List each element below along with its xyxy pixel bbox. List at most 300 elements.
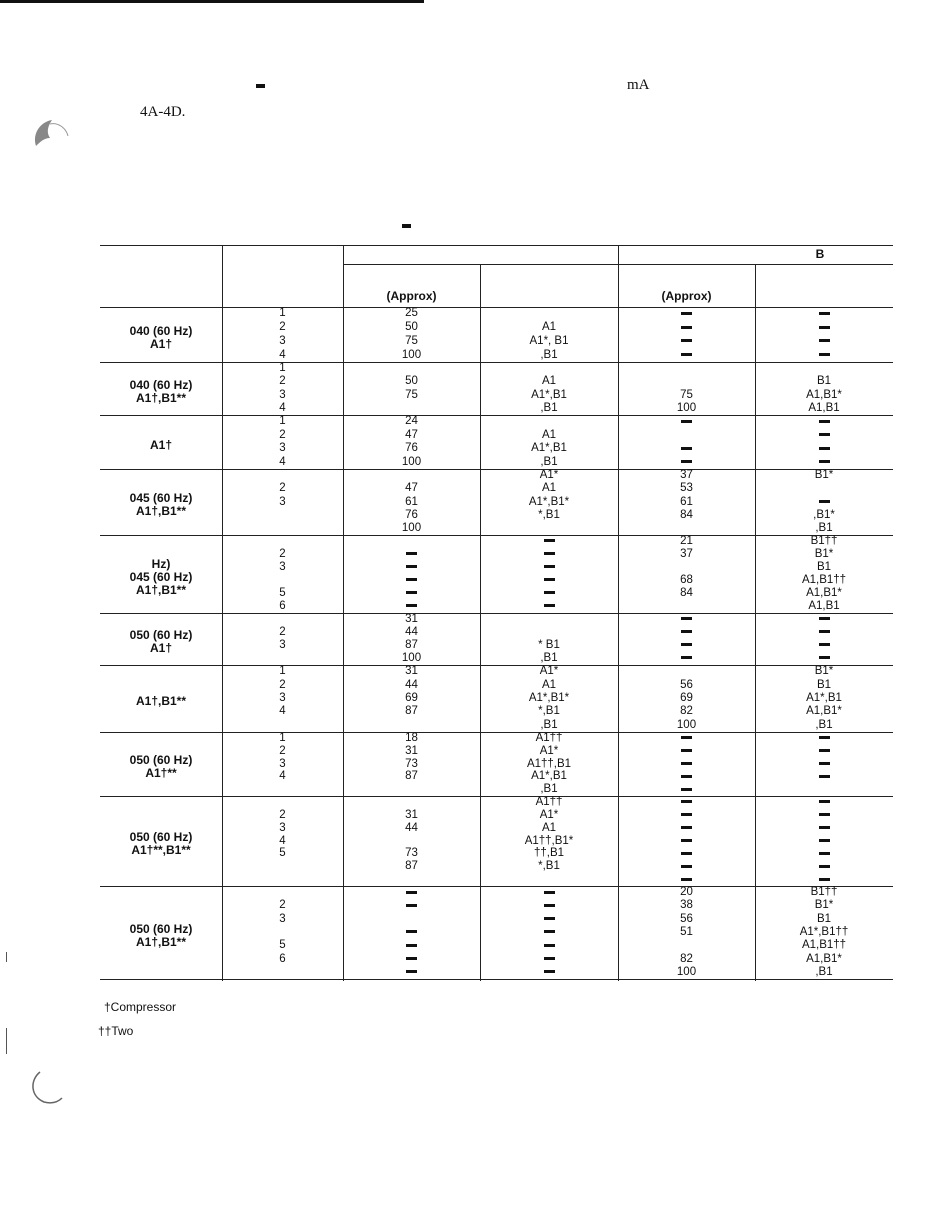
dash-mark bbox=[819, 353, 830, 356]
table-cell-capA bbox=[343, 953, 480, 965]
unit-label: A1†,B1** bbox=[135, 582, 187, 597]
table-cell-capB bbox=[618, 796, 755, 808]
dash-mark bbox=[819, 775, 830, 778]
table-cell-capA: 87 bbox=[405, 770, 418, 783]
dash-mark bbox=[819, 749, 830, 752]
table-cell-compA bbox=[480, 913, 618, 925]
table-cell-compB bbox=[755, 626, 893, 638]
table-cell-steps: 3 bbox=[279, 388, 286, 401]
table-cell-capA: 31 bbox=[405, 665, 418, 678]
table-cell-compA: A1*,B1 bbox=[531, 442, 567, 455]
table-cell-steps: 1 bbox=[279, 307, 286, 320]
unit-label: 040 (60 Hz) bbox=[129, 323, 193, 338]
table-cell-compB: B1* bbox=[814, 899, 834, 912]
dash-mark bbox=[681, 800, 692, 803]
table-cell-compA: A1††,B1* bbox=[524, 834, 574, 847]
dash-mark bbox=[406, 904, 417, 907]
table-cell-capB: 61 bbox=[680, 495, 693, 508]
dash-mark bbox=[681, 878, 692, 881]
table-cell-steps: 2 bbox=[279, 428, 286, 441]
table-cell-capA: 87 bbox=[405, 705, 418, 718]
table-cell-capA bbox=[343, 966, 480, 978]
table-cell-compB bbox=[755, 496, 893, 508]
table-cell-compB: B1* bbox=[814, 548, 834, 560]
table-cell-compB: B1* bbox=[814, 665, 834, 678]
dash-mark bbox=[681, 339, 692, 342]
unit-label: A1†**,B1** bbox=[131, 843, 191, 857]
table-cell-compA: A1* bbox=[539, 665, 559, 678]
table-cell-capA: 44 bbox=[405, 821, 418, 834]
table-cell-steps: 3 bbox=[279, 692, 286, 704]
table-cell-compA: ,B1 bbox=[540, 718, 558, 731]
column-divider bbox=[480, 264, 481, 981]
table-cell-capB: 82 bbox=[680, 952, 693, 965]
dash-mark bbox=[406, 970, 417, 973]
table-cell-compB: A1,B1 bbox=[808, 600, 840, 612]
table-cell-capB bbox=[618, 847, 755, 859]
dash-mark bbox=[544, 944, 555, 947]
table-cell-compA: A1*,B1 bbox=[531, 770, 567, 783]
table-cell-compB: A1,B1* bbox=[806, 388, 842, 401]
table-cell-compA: A1* bbox=[539, 469, 559, 482]
table-cell-steps: 6 bbox=[279, 600, 286, 612]
table-cell-compA: *,B1 bbox=[538, 705, 560, 718]
scan-smudge-icon bbox=[28, 116, 74, 154]
unit-text-ma: mA bbox=[627, 77, 650, 93]
dash-mark bbox=[819, 813, 830, 816]
dash-mark bbox=[819, 865, 830, 868]
table-cell-steps: 2 bbox=[279, 321, 286, 334]
dash-mark bbox=[681, 813, 692, 816]
table-cell-capB: 68 bbox=[680, 574, 693, 586]
table-cell-capA bbox=[343, 939, 480, 951]
dash-mark bbox=[544, 891, 555, 894]
table-cell-compB bbox=[755, 822, 893, 834]
table-cell-steps: 4 bbox=[279, 401, 286, 414]
unit-label: 040 (60 Hz) bbox=[129, 377, 193, 392]
table-cell-compA bbox=[480, 926, 618, 938]
table-cell-compA: A1†† bbox=[535, 795, 563, 808]
dash-mark bbox=[406, 578, 417, 581]
table-cell-compB bbox=[755, 415, 893, 427]
table-cell-capB: 100 bbox=[676, 718, 697, 731]
table-cell-steps: 5 bbox=[279, 847, 286, 860]
dash-mark bbox=[681, 762, 692, 765]
table-cell-compA: A1*,B1* bbox=[528, 692, 570, 704]
unit-label: 050 (60 Hz) bbox=[129, 830, 193, 844]
table-cell-capA bbox=[343, 587, 480, 599]
table-cell-compB bbox=[755, 732, 893, 744]
capacity-steps-table bbox=[100, 245, 893, 981]
dash-mark bbox=[681, 326, 692, 329]
dash-mark bbox=[681, 460, 692, 463]
table-cell-compA: A1 bbox=[541, 482, 557, 495]
dash-mark bbox=[402, 224, 411, 228]
table-cell-compB: ,B1 bbox=[815, 965, 833, 978]
table-cell-capA: 50 bbox=[405, 375, 418, 388]
table-cell-capA: 87 bbox=[405, 639, 418, 651]
table-cell-capB bbox=[618, 822, 755, 834]
table-cell-compA bbox=[480, 886, 618, 898]
table-cell-compA: * B1 bbox=[538, 639, 560, 651]
table-cell-steps: 3 bbox=[279, 334, 286, 347]
dash-mark bbox=[819, 447, 830, 450]
table-cell-steps: 2 bbox=[279, 482, 286, 495]
table-cell-capB: 51 bbox=[680, 926, 693, 938]
table-cell-compB bbox=[755, 429, 893, 441]
dash-mark bbox=[406, 565, 417, 568]
table-cell-capB bbox=[618, 456, 755, 468]
table-cell-capB: 56 bbox=[680, 678, 693, 691]
dash-mark bbox=[681, 852, 692, 855]
table-cell-capA: 50 bbox=[405, 321, 418, 334]
group-rule bbox=[100, 979, 893, 980]
table-cell-capB bbox=[618, 835, 755, 847]
dash-mark bbox=[544, 917, 555, 920]
dash-mark bbox=[406, 591, 417, 594]
table-cell-capB: 37 bbox=[680, 469, 693, 482]
table-cell-steps: 5 bbox=[279, 939, 286, 952]
table-cell-capB: 21 bbox=[680, 535, 693, 547]
table-cell-compA bbox=[480, 939, 618, 951]
dash-mark bbox=[406, 944, 417, 947]
table-cell-compB bbox=[755, 860, 893, 872]
table-cell-capA: 100 bbox=[401, 348, 422, 361]
dash-mark bbox=[819, 656, 830, 659]
table-cell-compB: A1,B1 bbox=[808, 401, 840, 414]
table-cell-capA: 76 bbox=[405, 442, 418, 455]
table-cell-compA bbox=[480, 966, 618, 978]
table-cell-steps: 1 bbox=[279, 665, 286, 678]
unit-label: Hz) bbox=[151, 556, 171, 571]
dash-mark bbox=[819, 339, 830, 342]
unit-label: A1† bbox=[149, 336, 172, 351]
table-cell-capB bbox=[618, 442, 755, 454]
table-cell-capB: 100 bbox=[676, 401, 697, 414]
unit-label: 050 (60 Hz) bbox=[129, 628, 193, 642]
table-cell-capB: 84 bbox=[680, 508, 693, 521]
dash-mark bbox=[406, 957, 417, 960]
table-cell-compB bbox=[755, 796, 893, 808]
header-circuit-b: B bbox=[815, 247, 825, 261]
table-cell-capB bbox=[618, 745, 755, 757]
table-cell-capB: 75 bbox=[680, 388, 693, 401]
table-cell-compB bbox=[755, 349, 893, 361]
table-cell-compA: A1 bbox=[541, 375, 557, 388]
table-cell-capB: 53 bbox=[680, 482, 693, 495]
table-cell-compB bbox=[755, 809, 893, 821]
dash-mark bbox=[681, 447, 692, 450]
table-cell-capA: 47 bbox=[405, 482, 418, 495]
dash-mark bbox=[819, 800, 830, 803]
table-cell-capB: 100 bbox=[676, 965, 697, 978]
table-cell-compA: ††,B1 bbox=[533, 847, 565, 860]
table-cell-compA bbox=[480, 574, 618, 586]
table-cell-capA: 44 bbox=[405, 626, 418, 638]
table-cell-compB: B1 bbox=[816, 678, 832, 691]
table-cell-compB bbox=[755, 307, 893, 319]
table-cell-capA: 18 bbox=[405, 731, 418, 744]
table-cell-steps: 3 bbox=[279, 912, 286, 925]
table-cell-capB bbox=[618, 732, 755, 744]
unit-label: 050 (60 Hz) bbox=[129, 921, 193, 936]
table-cell-compA: A1 bbox=[541, 678, 557, 691]
table-cell-compB: B1†† bbox=[810, 886, 838, 899]
table-cell-capA bbox=[343, 574, 480, 586]
table-cell-steps: 5 bbox=[279, 587, 286, 599]
figure-reference: 4A-4D. bbox=[140, 104, 186, 120]
table-cell-compB: B1 bbox=[816, 912, 832, 925]
table-cell-compA: A1*,B1* bbox=[528, 495, 570, 508]
table-cell-capB bbox=[618, 783, 755, 795]
table-cell-compA bbox=[480, 899, 618, 911]
dash-mark bbox=[819, 312, 830, 315]
table-cell-capA: 76 bbox=[405, 508, 418, 521]
unit-label: A1†,B1** bbox=[135, 694, 187, 708]
dash-mark bbox=[544, 578, 555, 581]
table-cell-steps: 2 bbox=[279, 678, 286, 691]
group-rule bbox=[100, 362, 893, 363]
table-cell-capA: 100 bbox=[401, 521, 422, 534]
table-cell-capB: 37 bbox=[680, 548, 693, 560]
scan-curl-icon bbox=[26, 1068, 66, 1108]
table-cell-capA: 100 bbox=[401, 652, 422, 664]
footnote-compressor: †Compressor bbox=[104, 1000, 177, 1014]
table-cell-compA: A1 bbox=[541, 321, 557, 334]
dash-mark bbox=[681, 643, 692, 646]
table-cell-steps: 2 bbox=[279, 375, 286, 388]
table-cell-steps: 2 bbox=[279, 808, 286, 821]
dash-mark bbox=[544, 539, 555, 542]
dash-mark bbox=[819, 326, 830, 329]
unit-label: 050 (60 Hz) bbox=[129, 753, 193, 767]
dash-mark bbox=[819, 762, 830, 765]
table-cell-compB: B1 bbox=[816, 375, 832, 388]
table-cell-compB: ,B1* bbox=[813, 508, 835, 521]
table-cell-capB bbox=[618, 626, 755, 638]
scan-edge-mark bbox=[6, 952, 7, 962]
dash-mark bbox=[819, 433, 830, 436]
dash-mark bbox=[819, 500, 830, 503]
table-cell-capA: 24 bbox=[405, 415, 418, 428]
table-cell-capB bbox=[618, 873, 755, 885]
table-cell-compB: B1 bbox=[816, 561, 832, 573]
table-cell-steps: 1 bbox=[279, 362, 286, 375]
table-cell-compA: ,B1 bbox=[540, 455, 558, 468]
table-cell-capB: 56 bbox=[680, 912, 693, 925]
dash-mark bbox=[681, 839, 692, 842]
dash-mark bbox=[681, 775, 692, 778]
footnote-two: ††Two bbox=[98, 1024, 134, 1038]
table-cell-compB: B1* bbox=[814, 469, 834, 482]
dash-mark bbox=[544, 930, 555, 933]
table-cell-compA bbox=[480, 548, 618, 560]
table-cell-capA: 75 bbox=[405, 334, 418, 347]
table-cell-capA: 44 bbox=[405, 678, 418, 691]
table-cell-steps: 2 bbox=[279, 899, 286, 912]
table-cell-steps: 2 bbox=[279, 744, 286, 757]
unit-label: A1† bbox=[149, 437, 172, 452]
unit-label: A1†,B1** bbox=[135, 390, 187, 405]
table-cell-compB bbox=[755, 847, 893, 859]
table-cell-compB bbox=[755, 639, 893, 651]
dash-mark bbox=[681, 656, 692, 659]
table-cell-steps: 1 bbox=[279, 731, 286, 744]
dash-mark bbox=[681, 617, 692, 620]
table-cell-compA: A1*,B1 bbox=[531, 388, 567, 401]
table-cell-steps: 4 bbox=[279, 455, 286, 468]
table-cell-steps: 3 bbox=[279, 442, 286, 455]
dash-mark bbox=[406, 891, 417, 894]
table-cell-compA: A1††,B1 bbox=[526, 757, 572, 770]
table-cell-compB bbox=[755, 835, 893, 847]
table-cell-compA bbox=[480, 561, 618, 573]
table-cell-compB bbox=[755, 442, 893, 454]
table-cell-compB: A1,B1* bbox=[806, 952, 842, 965]
table-cell-steps: 1 bbox=[279, 415, 286, 428]
dash-mark bbox=[819, 839, 830, 842]
dash-mark bbox=[544, 904, 555, 907]
dash-mark bbox=[819, 826, 830, 829]
table-cell-capB bbox=[618, 307, 755, 319]
dash-mark bbox=[544, 957, 555, 960]
table-cell-capA bbox=[343, 561, 480, 573]
table-cell-compA: *,B1 bbox=[538, 860, 560, 873]
dash-mark bbox=[544, 552, 555, 555]
table-cell-compA: A1* bbox=[539, 808, 559, 821]
table-cell-compA: ,B1 bbox=[540, 652, 558, 664]
table-cell-capA bbox=[343, 886, 480, 898]
table-cell-steps: 4 bbox=[279, 834, 286, 847]
table-cell-capA: 31 bbox=[405, 744, 418, 757]
unit-label: 045 (60 Hz) bbox=[129, 569, 193, 584]
table-cell-compA bbox=[480, 600, 618, 612]
table-cell-steps: 3 bbox=[279, 495, 286, 508]
dash-mark bbox=[681, 736, 692, 739]
table-cell-steps: 2 bbox=[279, 626, 286, 638]
table-cell-compB: A1,B1* bbox=[806, 587, 842, 599]
dash-mark bbox=[819, 630, 830, 633]
dash-mark bbox=[819, 617, 830, 620]
table-cell-capA: 31 bbox=[405, 808, 418, 821]
table-cell-capB bbox=[618, 809, 755, 821]
table-cell-capA: 75 bbox=[405, 388, 418, 401]
table-cell-capA: 25 bbox=[405, 307, 418, 320]
table-cell-capB bbox=[618, 613, 755, 625]
dash-mark bbox=[819, 460, 830, 463]
table-cell-capA bbox=[343, 600, 480, 612]
table-cell-capB bbox=[618, 321, 755, 333]
table-cell-capA bbox=[343, 926, 480, 938]
dash-mark bbox=[406, 604, 417, 607]
dash-mark bbox=[819, 878, 830, 881]
table-cell-compA bbox=[480, 587, 618, 599]
table-cell-compB bbox=[755, 758, 893, 770]
table-cell-steps: 4 bbox=[279, 348, 286, 361]
table-top-rule bbox=[100, 245, 893, 246]
table-cell-compB bbox=[755, 873, 893, 885]
table-cell-capB: 84 bbox=[680, 587, 693, 599]
table-cell-steps: 3 bbox=[279, 757, 286, 770]
dash-mark bbox=[681, 749, 692, 752]
table-cell-capB bbox=[618, 335, 755, 347]
table-cell-compA: *,B1 bbox=[538, 508, 560, 521]
table-cell-capA: 73 bbox=[405, 757, 418, 770]
table-cell-compB: A1*,B1 bbox=[806, 692, 842, 704]
unit-label: A1† bbox=[149, 641, 172, 655]
unit-label: 045 (60 Hz) bbox=[129, 491, 193, 505]
table-cell-compB bbox=[755, 335, 893, 347]
table-cell-capB bbox=[618, 415, 755, 427]
dash-mark bbox=[819, 736, 830, 739]
table-cell-steps: 3 bbox=[279, 561, 286, 573]
dash-mark bbox=[681, 826, 692, 829]
table-cell-capA: 100 bbox=[401, 455, 422, 468]
table-cell-compB bbox=[755, 652, 893, 664]
table-cell-capB bbox=[618, 860, 755, 872]
dash-mark bbox=[681, 312, 692, 315]
table-cell-steps: 6 bbox=[279, 952, 286, 965]
table-cell-capB: 82 bbox=[680, 705, 693, 718]
table-cell-compB bbox=[755, 456, 893, 468]
table-cell-steps: 4 bbox=[279, 770, 286, 783]
table-cell-steps: 3 bbox=[279, 639, 286, 651]
table-cell-compA: A1 bbox=[541, 428, 557, 441]
table-cell-capB: 38 bbox=[680, 899, 693, 912]
table-cell-compA: ,B1 bbox=[540, 401, 558, 414]
table-cell-capA: 87 bbox=[405, 860, 418, 873]
dash-mark bbox=[681, 420, 692, 423]
table-cell-compA: A1*, B1 bbox=[529, 334, 569, 347]
table-cell-compB: A1,B1* bbox=[806, 705, 842, 718]
table-cell-capB bbox=[618, 758, 755, 770]
dash-mark bbox=[819, 420, 830, 423]
table-cell-compA bbox=[480, 535, 618, 547]
table-cell-capB bbox=[618, 639, 755, 651]
unit-label: A1†,B1** bbox=[135, 504, 187, 518]
table-cell-compB: B1†† bbox=[810, 535, 838, 547]
table-cell-capB: 69 bbox=[680, 692, 693, 704]
table-cell-compA: A1†† bbox=[535, 731, 563, 744]
header-approx-a: (Approx) bbox=[386, 289, 437, 303]
dash-mark bbox=[544, 604, 555, 607]
table-cell-capB bbox=[618, 349, 755, 361]
scan-edge-mark bbox=[6, 1028, 7, 1054]
table-cell-capB bbox=[618, 770, 755, 782]
table-cell-capA bbox=[343, 899, 480, 911]
unit-label: A1†,B1** bbox=[135, 934, 187, 949]
table-cell-steps: 2 bbox=[279, 548, 286, 560]
header-approx-b: (Approx) bbox=[661, 289, 712, 303]
table-cell-compA: A1* bbox=[539, 744, 559, 757]
dash-mark bbox=[256, 84, 265, 88]
table-cell-capA: 73 bbox=[405, 847, 418, 860]
table-cell-compA: ,B1 bbox=[540, 783, 558, 796]
table-cell-capB bbox=[618, 652, 755, 664]
table-cell-capA: 31 bbox=[405, 613, 418, 625]
dash-mark bbox=[406, 930, 417, 933]
table-cell-compA bbox=[480, 953, 618, 965]
dash-mark bbox=[681, 353, 692, 356]
dash-mark bbox=[544, 591, 555, 594]
table-cell-compB bbox=[755, 321, 893, 333]
table-cell-compB: A1,B1†† bbox=[801, 574, 847, 586]
table-cell-compB: ,B1 bbox=[815, 718, 833, 731]
dash-mark bbox=[819, 852, 830, 855]
unit-label: A1†** bbox=[145, 766, 177, 780]
dash-mark bbox=[681, 630, 692, 633]
table-cell-compB: ,B1 bbox=[815, 521, 833, 534]
